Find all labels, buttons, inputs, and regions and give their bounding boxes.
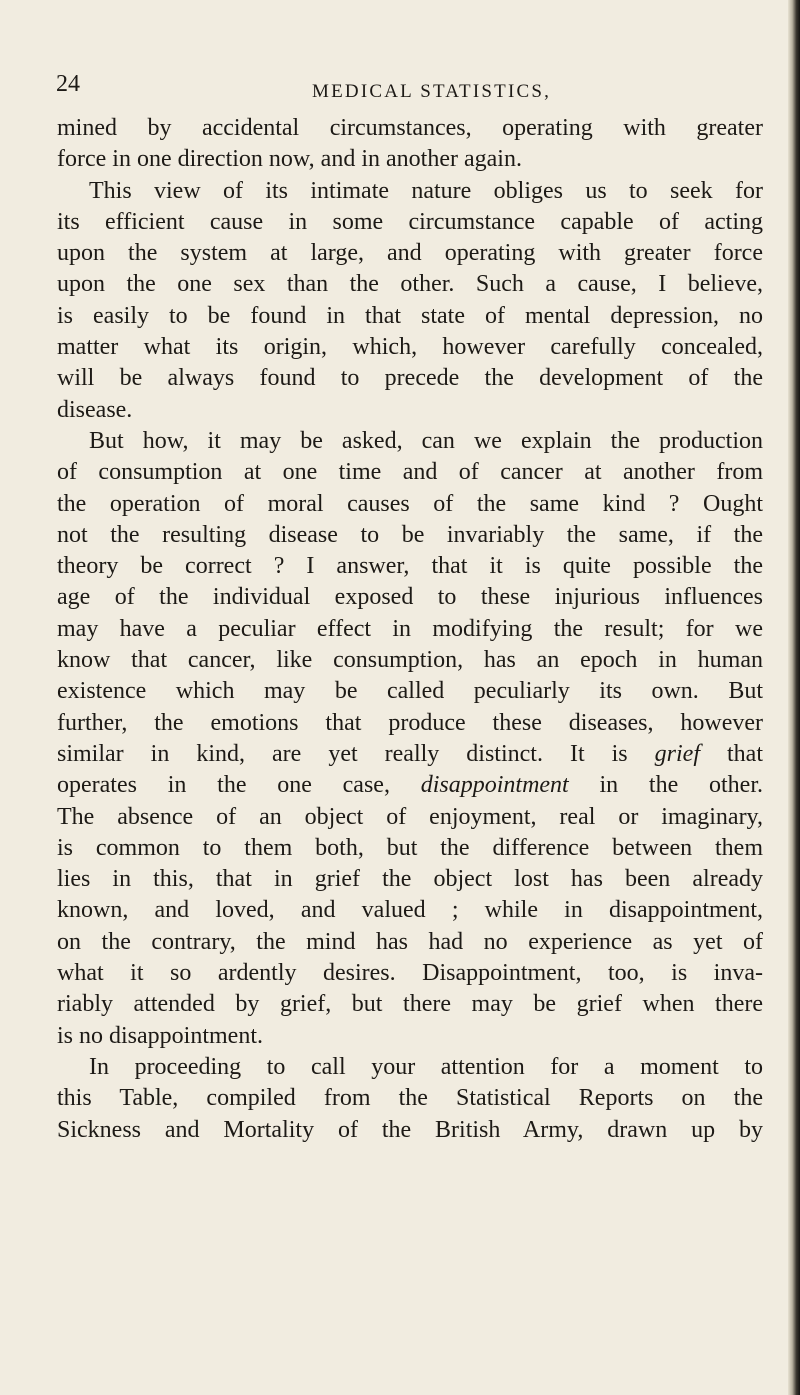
- text-line: But how, it may be asked, can we explain the production: [89, 427, 763, 454]
- text-line: will be always found to precede the development of the: [57, 365, 763, 392]
- text-line: is common to them both, but the difference between them: [57, 834, 763, 861]
- text-line: [57, 739, 763, 770]
- text-line: not the resulting disease to be invariably the same, if the: [57, 521, 763, 548]
- text-line: theory be correct ? I answer, that it is quite possible the: [57, 553, 763, 580]
- text-segment: in the other.: [599, 772, 763, 799]
- text-line: know that cancer, like consumption, has an epoch in human: [57, 647, 763, 674]
- text-line: mined by accidental circumstances, operating with greater: [57, 115, 763, 141]
- text-segment: that: [727, 740, 764, 767]
- text-line: The absence of an object of enjoyment, real or imaginary,: [57, 803, 763, 830]
- text-line: matter what its origin, which, however carefully concealed,: [57, 334, 763, 361]
- text-line: known, and loved, and valued ; while in disappointment,: [57, 897, 763, 924]
- text-line: disease.: [57, 396, 133, 423]
- page-number: 24: [56, 71, 80, 97]
- text-line: upon the system at large, and operating with greater force: [57, 240, 763, 267]
- text-line: existence which may be called peculiarly its own. But: [57, 678, 763, 705]
- text-line: of consumption at one time and of cancer at another from: [57, 459, 763, 486]
- text-line: [57, 770, 763, 801]
- text-line: This view of its intimate nature obliges us to seek for: [89, 177, 763, 204]
- text-line: force in one direction now, and in another again.: [57, 146, 522, 173]
- text-line: is easily to be found in that state of mental depression, no: [57, 302, 763, 329]
- text-segment: similar in kind, are yet really distinct. It is: [57, 740, 628, 767]
- text-line: lies in this, that in grief the object lost has been already: [57, 866, 763, 893]
- emphasis-grief: grief: [654, 740, 700, 767]
- text-segment: operates in the one case,: [57, 772, 390, 799]
- text-line: further, the emotions that produce these diseases, however: [57, 709, 763, 736]
- text-line: In proceeding to call your attention for a moment to: [89, 1053, 763, 1080]
- text-line: age of the individual exposed to these injurious influences: [57, 584, 763, 611]
- body-text: [57, 113, 763, 1146]
- text-line: what it so ardently desires. Disappointment, too, is inva-: [57, 960, 763, 987]
- running-title: MEDICAL STATISTICS,: [312, 81, 552, 102]
- text-line: on the contrary, the mind has had no experience as yet of: [57, 928, 763, 955]
- text-line: riably attended by grief, but there may be grief when there: [57, 991, 763, 1018]
- text-line: its efficient cause in some circumstance capable of acting: [57, 208, 763, 235]
- text-line: upon the one sex than the other. Such a cause, I believe,: [57, 271, 763, 298]
- page-edge-shadow: [788, 0, 800, 1395]
- text-line: the operation of moral causes of the same kind ? Ought: [57, 490, 763, 517]
- text-line: this Table, compiled from the Statistical Reports on the: [57, 1085, 763, 1112]
- text-line: may have a peculiar effect in modifying the result; for we: [57, 615, 763, 642]
- text-line: is no disappointment.: [57, 1022, 263, 1049]
- text-line: Sickness and Mortality of the British Army, drawn up by: [57, 1116, 763, 1143]
- emphasis-disappointment: disappointment: [420, 772, 569, 799]
